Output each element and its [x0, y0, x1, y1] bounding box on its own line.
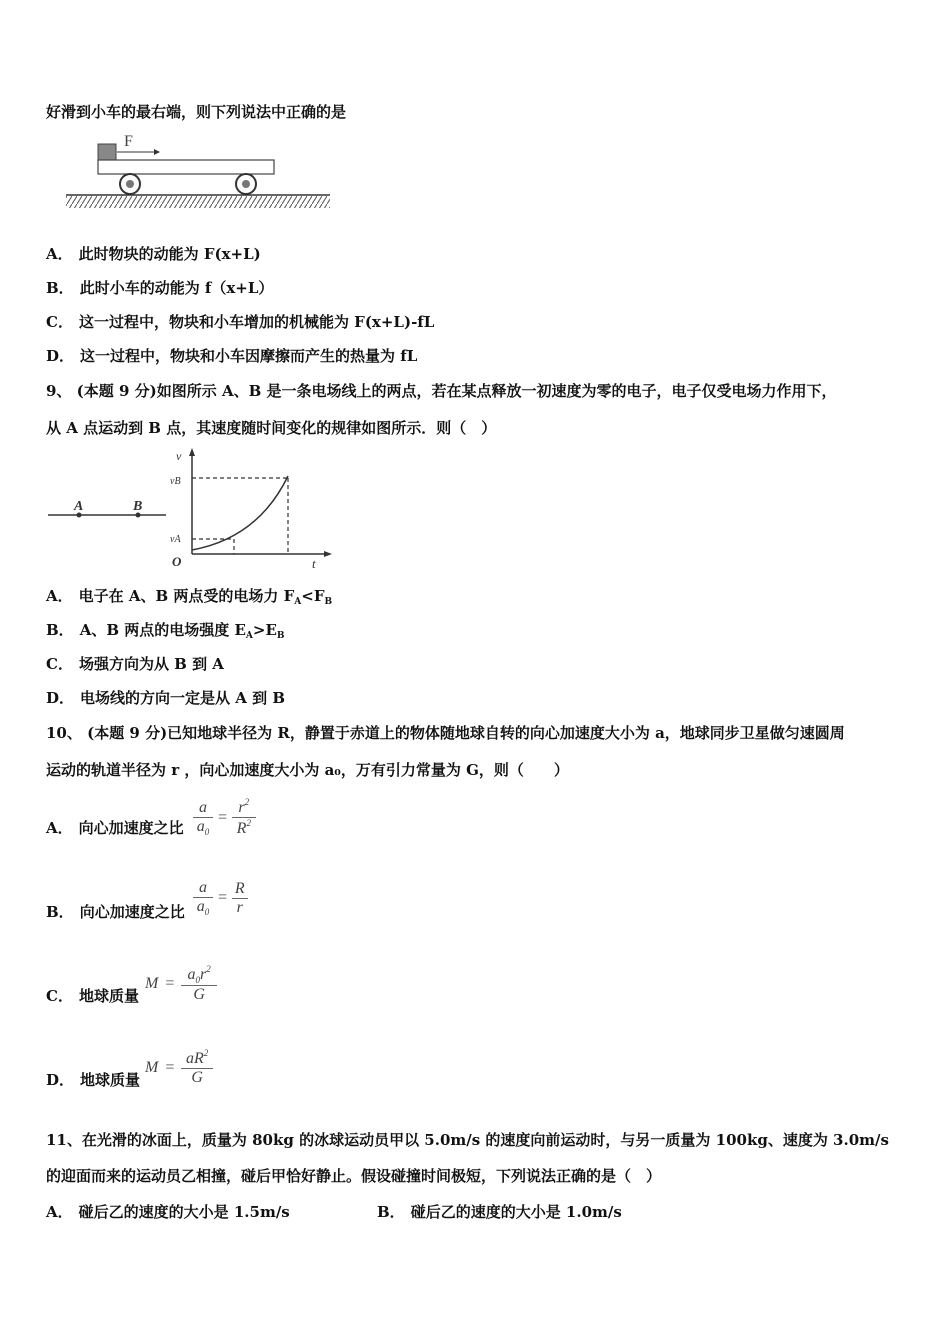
option-text: <F [301, 587, 325, 605]
vb-label: vB [170, 476, 181, 487]
superscript: 2 [203, 1048, 209, 1058]
option-text: 此时小车的动能为 f（x+L） [79, 279, 274, 297]
equals-sign: = [217, 808, 228, 826]
option-letter: D． [46, 347, 75, 365]
q10-option-c[interactable] [46, 986, 139, 1006]
ground-hatch [66, 196, 330, 208]
stem-text: 运动的轨道半径为 r ，向心加速度大小为 a₀，万有引力常量为 G，则（ ） [46, 761, 569, 779]
numerator: r [200, 966, 207, 983]
option-text: 此时物块的动能为 F(x+L) [78, 245, 261, 263]
velocity-time-graph [168, 448, 336, 570]
numerator: R [234, 879, 245, 897]
option-text: A、B 两点的电场强度 E [79, 621, 246, 639]
force-label: F [124, 133, 133, 150]
q11-stem-line1 [46, 1130, 889, 1150]
q9-option-d[interactable] [46, 688, 285, 708]
denominator: a [196, 817, 205, 835]
option-letter: B． [377, 1203, 405, 1221]
option-text: 这一过程中，物块和小车因摩擦而产生的热量为 fL [80, 347, 418, 365]
q10-formula-d [145, 1048, 213, 1087]
option-text: 电子在 A、B 两点受的电场力 F [78, 587, 295, 605]
v-axis-label: v [176, 449, 182, 463]
option-text: 这一过程中，物块和小车增加的机械能为 F(x+L)-fL [78, 313, 435, 331]
option-text: 向心加速度之比 [78, 819, 184, 837]
option-letter: A． [46, 245, 73, 263]
q9-stem-line1 [46, 381, 837, 401]
lhs-symbol: M [145, 975, 159, 992]
option-letter: A． [46, 587, 73, 605]
subscript: A [245, 631, 253, 641]
q10-stem-line2 [46, 760, 569, 780]
q10-option-a[interactable] [46, 818, 184, 838]
intro-text: 好滑到小车的最右端，则下列说法中正确的是 [46, 103, 347, 121]
t-axis-label: t [312, 556, 316, 570]
q8-option-a[interactable] [46, 244, 261, 264]
numerator: a [199, 879, 207, 896]
subscript: 0 [204, 907, 210, 917]
subscript: B [324, 597, 333, 607]
option-letter: D． [46, 689, 75, 707]
denominator: G [193, 986, 205, 1003]
equals-sign: = [217, 889, 228, 906]
numerator: a [187, 966, 196, 983]
cart-block-figure [62, 132, 334, 214]
option-text: 碰后乙的速度的大小是 1.5m/s [78, 1203, 290, 1221]
q10-option-b[interactable] [46, 902, 185, 922]
va-label: vA [170, 534, 181, 545]
subscript: 0 [204, 826, 210, 837]
point-b-label: B [133, 499, 143, 514]
option-letter: B． [46, 621, 74, 639]
numerator: aR [185, 1050, 204, 1067]
q11-stem-line2 [46, 1166, 661, 1186]
point-a-label: A [74, 499, 84, 514]
origin-label: O [172, 554, 182, 569]
q10-option-d[interactable] [46, 1070, 140, 1090]
denominator: G [191, 1069, 203, 1086]
option-text: 碰后乙的速度的大小是 1.0m/s [410, 1203, 622, 1221]
q11-option-a[interactable] [46, 1202, 290, 1222]
q9-stem-line2 [46, 418, 496, 438]
superscript: 2 [206, 964, 211, 974]
q9-option-b[interactable] [46, 620, 285, 646]
stem-text: 11、在光滑的冰面上，质量为 80kg 的冰球运动员甲以 5.0m/s 的速度向前运动时，与另一质量为 100kg、速度为 3.0m/s [46, 1131, 889, 1149]
q10-stem-line1 [46, 723, 845, 743]
option-letter: A． [46, 819, 73, 837]
q10-formula-c [145, 964, 217, 1004]
stem-text: 的迎面而来的运动员乙相撞，碰后甲恰好静止。假设碰撞时间极短，下列说法正确的是（ ） [46, 1167, 662, 1185]
superscript: 2 [244, 797, 250, 807]
option-letter: D． [46, 1071, 75, 1089]
question-continuation [46, 102, 346, 122]
option-text: 地球质量 [80, 1071, 141, 1089]
option-letter: A． [46, 1203, 73, 1221]
option-text: >E [252, 621, 277, 639]
option-letter: B． [46, 279, 74, 297]
superscript: 2 [246, 818, 251, 828]
denominator: R [236, 820, 247, 837]
stem-text: 9、 (本题 9 分)如图所示 A、B 是一条电场线上的两点，若在某点释放一初速度为零的电子，电子仅受电场力作用下， [46, 382, 837, 400]
subscript: 0 [195, 975, 200, 985]
option-text: 向心加速度之比 [79, 903, 185, 921]
q10-formula-b [193, 879, 248, 917]
option-text: 电场线的方向一定是从 A 到 B [80, 689, 285, 707]
denominator: r [236, 898, 243, 916]
q8-option-b[interactable] [46, 278, 273, 298]
q8-option-d[interactable] [46, 346, 417, 366]
cart-body [98, 160, 274, 174]
q9-option-c[interactable] [46, 654, 224, 674]
lhs-symbol: M [145, 1058, 159, 1076]
option-text: 场强方向为从 B 到 A [78, 655, 224, 673]
subscript: A [294, 597, 302, 607]
q8-option-c[interactable] [46, 312, 434, 332]
numerator: r [238, 799, 245, 816]
q11-option-b[interactable] [377, 1202, 622, 1222]
subscript: B [276, 631, 285, 641]
q10-formula-a [193, 797, 256, 838]
equals-sign: = [164, 975, 176, 992]
stem-text: 从 A 点运动到 B 点，其速度随时间变化的规律如图所示．则（ ） [46, 419, 497, 437]
option-letter: C． [46, 313, 73, 331]
block [98, 144, 116, 160]
field-line-figure [46, 495, 168, 525]
option-letter: B． [46, 903, 74, 921]
numerator: a [199, 798, 207, 816]
denominator: a [196, 898, 205, 915]
stem-text: 10、 (本题 9 分)已知地球半径为 R，静置于赤道上的物体随地球自转的向心加速度大小为 a，地球同步卫星做匀速圆周 [46, 724, 845, 742]
equals-sign: = [164, 1058, 176, 1076]
option-letter: C． [46, 987, 73, 1005]
option-letter: C． [46, 655, 73, 673]
q9-option-a[interactable] [46, 586, 332, 612]
option-text: 地球质量 [78, 987, 139, 1005]
